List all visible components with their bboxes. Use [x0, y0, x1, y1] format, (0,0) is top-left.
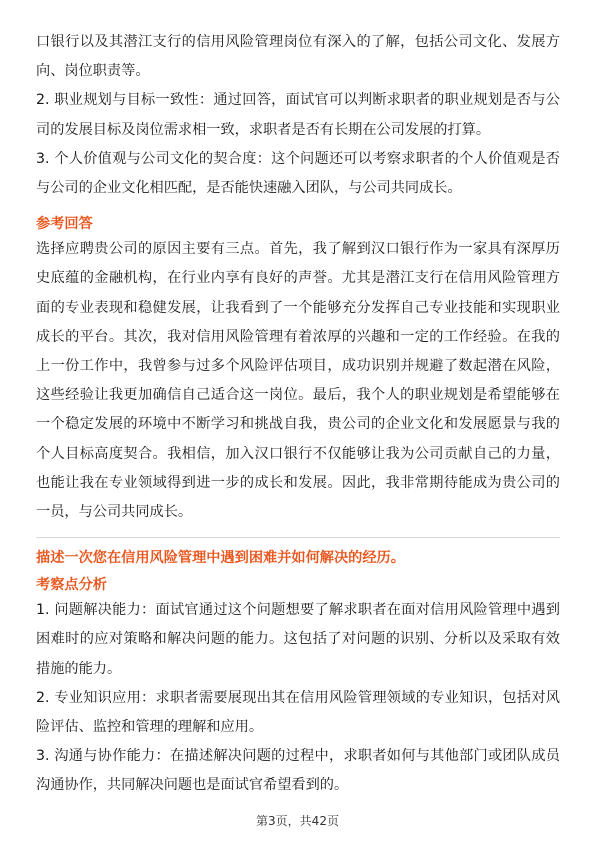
intro-item-2: 2. 职业规划与目标一致性：通过回答，面试官可以判断求职者的职业规划是否与公司的发展目标及岗位需求相一致，求职者是否有长期在公司发展的打算。	[36, 92, 560, 138]
analysis-item-3: 3. 沟通与协作能力：在描述解决问题的过程中，求职者如何与其他部门或团队成员沟通协作，共同解决问题也是面试官希望看到的。	[36, 748, 560, 794]
intro-item-continued: 口银行以及其潜江支行的信用风险管理岗位有深入的了解，包括公司文化、发展方向、岗位职责等。	[36, 34, 560, 80]
reference-answer-text: 选择应聘贵公司的原因主要有三点。首先，我了解到汉口银行作为一家具有深厚历史底蕴的金融机构，在行业内享有良好的声誉。尤其是潜江支行在信用风险管理方面的专业表现和稳健发展，让我看到了一个能够充分发挥自己专业技能和实现职业成长的平台。其次，我对信用风险管理有着浓厚的兴趣和一定的工作经验。在我的上一份工作中，我曾参与过多个风险评估项目，成功识别并规避了数起潜在风险，这些经验让我更加确信自己适合这一岗位。最后，我个人的职业规划是希望能够在一个稳定发展的环境中不断学习和挑战自我，贵公司的企业文化和发展愿景与我的个人目标高度契合。我相信，加入汉口银行不仅能够让我为公司贡献自己的力量，也能让我在专业领域得到进一步的成长和发展。因此，我非常期待能成为贵公司的一员，与公司共同成长。	[36, 241, 560, 521]
intro-item-3: 3. 个人价值观与公司文化的契合度：这个问题还可以考察求职者的个人价值观是否与公司的企业文化相匹配，是否能快速融入团队，与公司共同成长。	[36, 150, 560, 197]
reference-answer-title: 参考回答	[36, 216, 93, 233]
page-content	[36, 28, 560, 801]
question-heading: 描述一次您在信用风险管理中遇到困难并如何解决的经历。	[36, 550, 405, 567]
section-divider	[36, 537, 560, 538]
analysis-item-1: 1. 问题解决能力：面试官通过这个问题想要了解求职者在面对信用风险管理中遇到困难时的应对策略和解决问题的能力。这包括了对问题的识别、分析以及采取有效措施的能力。	[36, 602, 560, 677]
page-number: 第3页，共42页	[256, 814, 339, 828]
analysis-item-2: 2. 专业知识应用：求职者需要展现出其在信用风险管理领域的专业知识，包括对风险评估、监控和管理的理解和应用。	[36, 689, 560, 736]
analysis-title: 考察点分析	[36, 577, 107, 594]
